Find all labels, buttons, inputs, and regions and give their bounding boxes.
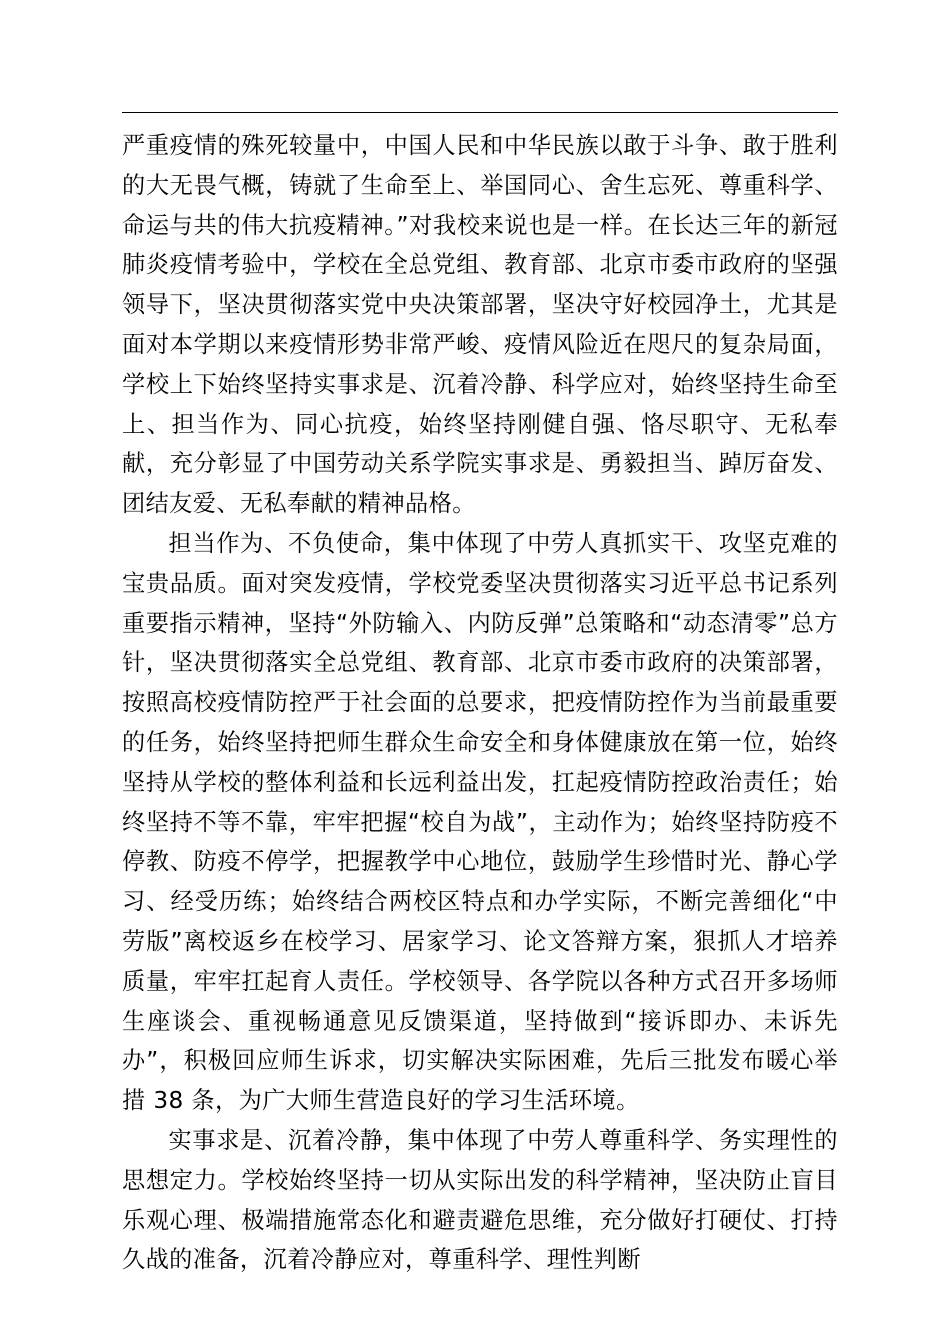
body-text (122, 126, 838, 1280)
paragraph-3: 实事求是、沉着冷静，集中体现了中劳人尊重科学、务实理性的思想定力。学校始终坚持一切从实际出发的科学精神，坚决防止盲目乐观心理、极端措施常态化和避责避危思维，充分做好打硬仗、打持久战的准备，沉着冷静应对，尊重科学、理性判断 (122, 1126, 838, 1274)
header-rule (122, 112, 838, 113)
paragraph-1: 严重疫情的殊死较量中，中国人民和中华民族以敢于斗争、敢于胜利的大无畏气概，铸就了生命至上、举国同心、舍生忘死、尊重科学、命运与共的伟大抗疫精神。”对我校来说也是一样。在长达三年的新冠肺炎疫情考验中，学校在全总党组、教育部、北京市委市政府的坚强领导下，坚决贯彻落实党中央决策部署，坚决守好校园净土，尤其是面对本学期以来疫情形势非常严峻、疫情风险近在咫尺的复杂局面，学校上下始终坚持实事求是、沉着冷静、科学应对，始终坚持生命至上、担当作为、同心抗疫，始终坚持刚健自强、恪尽职守、无私奉献，充分彰显了中国劳动关系学院实事求是、勇毅担当、踔厉奋发、团结友爱、无私奉献的精神品格。 (122, 132, 838, 518)
paragraph-2: 担当作为、不负使命，集中体现了中劳人真抓实干、攻坚克难的宝贵品质。面对突发疫情，学校党委坚决贯彻落实习近平总书记系列重要指示精神，坚持“外防输入、内防反弹”总策略和“动态清零”总方针，坚决贯彻落实全总党组、教育部、北京市委市政府的决策部署，按照高校疫情防控严于社会面的总要求，把疫情防控作为当前最重要的任务，始终坚持把师生群众生命安全和身体健康放在第一位，始终坚持从学校的整体利益和长远利益出发，扛起疫情防控政治责任；始终坚持不等不靠，牢牢把握“校自为战”，主动作为；始终坚持防疫不停教、防疫不停学，把握教学中心地位，鼓励学生珍惜时光、静心学习、经受历练；始终结合两校区特点和办学实际，不断完善细化“中劳版”离校返乡在校学习、居家学习、论文答辩方案，狠抓人才培养质量，牢牢扛起育人责任。学校领导、各学院以各种方式召开多场师生座谈会、重视畅通意见反馈渠道，坚持做到“接诉即办、未诉先办”，积极回应师生诉求，切实解决实际困难，先后三批发布暖心举措 38 条，为广大师生营造良好的学习生活环境。 (122, 529, 838, 1115)
